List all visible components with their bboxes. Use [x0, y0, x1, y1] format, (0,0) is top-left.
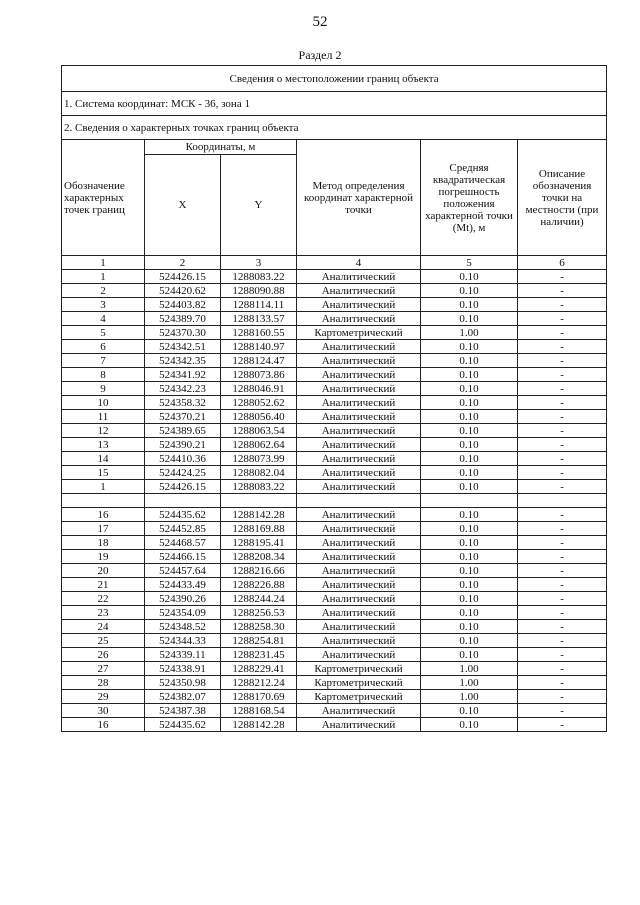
cell-y: 1288073.86 [221, 368, 297, 382]
cell-method: Аналитический [297, 522, 421, 536]
cell-point: 26 [62, 648, 145, 662]
cell-description: - [518, 536, 607, 550]
cell-error: 0.10 [421, 270, 518, 284]
cell-description: - [518, 424, 607, 438]
cell-x: 524350.98 [145, 676, 221, 690]
cell-method: Аналитический [297, 284, 421, 298]
cell-x: 524382.07 [145, 690, 221, 704]
cell-error: 0.10 [421, 354, 518, 368]
cell-y: 1288083.22 [221, 480, 297, 494]
cell-method: Аналитический [297, 480, 421, 494]
cell-method: Аналитический [297, 648, 421, 662]
cell-x: 524403.82 [145, 298, 221, 312]
page-number: 52 [312, 14, 328, 30]
table-row [62, 592, 607, 606]
table-row [62, 718, 607, 732]
cell-point: 2 [62, 284, 145, 298]
cell-method [297, 494, 421, 508]
cell-error: 0.10 [421, 648, 518, 662]
cell-description: - [518, 690, 607, 704]
cell-method: Аналитический [297, 508, 421, 522]
cell-error: 0.10 [421, 340, 518, 354]
cell-error: 0.10 [421, 438, 518, 452]
cell-error: 0.10 [421, 718, 518, 732]
table-row [62, 620, 607, 634]
cell-x: 524433.49 [145, 578, 221, 592]
cell-point: 8 [62, 368, 145, 382]
coordinate-system: 1. Система координат: МСК - 36, зона 1 [62, 92, 607, 116]
boundary-table [61, 65, 607, 732]
cell-error: 0.10 [421, 466, 518, 480]
cell-point: 20 [62, 564, 145, 578]
cell-description: - [518, 564, 607, 578]
cell-error: 0.10 [421, 396, 518, 410]
cell-x: 524466.15 [145, 550, 221, 564]
cell-error: 0.10 [421, 382, 518, 396]
cell-x: 524370.30 [145, 326, 221, 340]
table-row [62, 690, 607, 704]
cell-point: 6 [62, 340, 145, 354]
cell-x: 524426.15 [145, 480, 221, 494]
cell-x: 524420.62 [145, 284, 221, 298]
cell-error: 1.00 [421, 676, 518, 690]
cell-point: 14 [62, 452, 145, 466]
cell-error: 0.10 [421, 620, 518, 634]
table-row [62, 564, 607, 578]
cell-description: - [518, 718, 607, 732]
cell-point: 12 [62, 424, 145, 438]
cell-method: Картометрический [297, 690, 421, 704]
cell-y: 1288056.40 [221, 410, 297, 424]
cell-description: - [518, 382, 607, 396]
cell-error: 1.00 [421, 662, 518, 676]
cell-x: 524387.38 [145, 704, 221, 718]
cell-y: 1288063.54 [221, 424, 297, 438]
cell-description: - [518, 648, 607, 662]
cell-y: 1288212.24 [221, 676, 297, 690]
cell-y: 1288216.66 [221, 564, 297, 578]
cell-x: 524354.09 [145, 606, 221, 620]
table-row [62, 340, 607, 354]
cell-description: - [518, 354, 607, 368]
cell-method: Аналитический [297, 536, 421, 550]
cell-x: 524338.91 [145, 662, 221, 676]
cell-y: 1288231.45 [221, 648, 297, 662]
cell-error: 0.10 [421, 522, 518, 536]
cell-y: 1288258.30 [221, 620, 297, 634]
table-row [62, 606, 607, 620]
cell-y: 1288168.54 [221, 704, 297, 718]
cell-error: 0.10 [421, 564, 518, 578]
cell-point: 9 [62, 382, 145, 396]
cell-y: 1288124.47 [221, 354, 297, 368]
cell-description: - [518, 606, 607, 620]
table-row [62, 354, 607, 368]
table-row [62, 508, 607, 522]
table-row [62, 536, 607, 550]
cell-x: 524344.33 [145, 634, 221, 648]
cell-y [221, 494, 297, 508]
table-row [62, 368, 607, 382]
cell-method: Аналитический [297, 704, 421, 718]
cell-x [145, 494, 221, 508]
cell-description: - [518, 620, 607, 634]
table-row [62, 410, 607, 424]
cell-y: 1288229.41 [221, 662, 297, 676]
cell-method: Аналитический [297, 410, 421, 424]
table-row [62, 298, 607, 312]
cell-description: - [518, 270, 607, 284]
table-row [62, 382, 607, 396]
cell-method: Аналитический [297, 368, 421, 382]
cell-description: - [518, 508, 607, 522]
cell-description: - [518, 634, 607, 648]
cell-description: - [518, 522, 607, 536]
cell-description: - [518, 312, 607, 326]
col-number: 1 [62, 256, 145, 270]
cell-y: 1288082.04 [221, 466, 297, 480]
cell-point: 28 [62, 676, 145, 690]
table-row [62, 648, 607, 662]
table-row [62, 284, 607, 298]
cell-point [62, 494, 145, 508]
cell-error: 0.10 [421, 452, 518, 466]
header-x: X [145, 155, 221, 256]
cell-description: - [518, 466, 607, 480]
cell-x: 524342.51 [145, 340, 221, 354]
cell-error: 0.10 [421, 508, 518, 522]
cell-x: 524389.70 [145, 312, 221, 326]
cell-y: 1288208.34 [221, 550, 297, 564]
cell-point: 3 [62, 298, 145, 312]
table-row [62, 466, 607, 480]
cell-description: - [518, 550, 607, 564]
cell-point: 24 [62, 620, 145, 634]
cell-description: - [518, 676, 607, 690]
table-row [62, 662, 607, 676]
cell-description: - [518, 410, 607, 424]
cell-point: 29 [62, 690, 145, 704]
cell-method: Аналитический [297, 578, 421, 592]
table-row [62, 396, 607, 410]
cell-y: 1288046.91 [221, 382, 297, 396]
cell-x: 524342.35 [145, 354, 221, 368]
cell-x: 524339.11 [145, 648, 221, 662]
table-row-separator [62, 494, 607, 508]
points-section-title: 2. Сведения о характерных точках границ объекта [62, 116, 607, 140]
table-row [62, 634, 607, 648]
cell-description: - [518, 578, 607, 592]
cell-error: 0.10 [421, 424, 518, 438]
table-row [62, 270, 607, 284]
cell-method: Аналитический [297, 564, 421, 578]
cell-error: 0.10 [421, 312, 518, 326]
cell-description: - [518, 592, 607, 606]
cell-error: 0.10 [421, 634, 518, 648]
col-number: 6 [518, 256, 607, 270]
cell-point: 16 [62, 718, 145, 732]
cell-error: 0.10 [421, 578, 518, 592]
cell-method: Аналитический [297, 424, 421, 438]
table-row [62, 480, 607, 494]
cell-error: 0.10 [421, 704, 518, 718]
cell-description: - [518, 368, 607, 382]
cell-x: 524410.36 [145, 452, 221, 466]
cell-method: Аналитический [297, 340, 421, 354]
cell-error: 0.10 [421, 368, 518, 382]
cell-x: 524341.92 [145, 368, 221, 382]
cell-description: - [518, 298, 607, 312]
table-row [62, 312, 607, 326]
cell-description: - [518, 480, 607, 494]
cell-x: 524358.32 [145, 396, 221, 410]
cell-description: - [518, 704, 607, 718]
section-title: Раздел 2 [298, 48, 342, 62]
cell-x: 524426.15 [145, 270, 221, 284]
cell-y: 1288170.69 [221, 690, 297, 704]
cell-point: 18 [62, 536, 145, 550]
cell-method: Аналитический [297, 270, 421, 284]
cell-error: 0.10 [421, 480, 518, 494]
cell-x: 524390.26 [145, 592, 221, 606]
cell-x: 524348.52 [145, 620, 221, 634]
cell-point: 30 [62, 704, 145, 718]
cell-method: Аналитический [297, 466, 421, 480]
cell-point: 7 [62, 354, 145, 368]
cell-method: Картометрический [297, 662, 421, 676]
cell-point: 13 [62, 438, 145, 452]
cell-y: 1288142.28 [221, 508, 297, 522]
cell-x: 524390.21 [145, 438, 221, 452]
cell-point: 22 [62, 592, 145, 606]
cell-error: 0.10 [421, 550, 518, 564]
cell-point: 5 [62, 326, 145, 340]
cell-method: Аналитический [297, 718, 421, 732]
table-caption: Сведения о местоположении границ объекта [62, 66, 607, 92]
cell-error: 0.10 [421, 592, 518, 606]
cell-point: 1 [62, 270, 145, 284]
cell-y: 1288160.55 [221, 326, 297, 340]
cell-y: 1288133.57 [221, 312, 297, 326]
cell-error: 0.10 [421, 284, 518, 298]
cell-method: Аналитический [297, 298, 421, 312]
header-coords: Координаты, м [145, 140, 297, 155]
cell-y: 1288062.64 [221, 438, 297, 452]
table-row [62, 326, 607, 340]
cell-y: 1288114.11 [221, 298, 297, 312]
cell-description [518, 494, 607, 508]
cell-y: 1288052.62 [221, 396, 297, 410]
cell-y: 1288226.88 [221, 578, 297, 592]
cell-method: Аналитический [297, 438, 421, 452]
cell-error [421, 494, 518, 508]
cell-y: 1288073.99 [221, 452, 297, 466]
cell-y: 1288142.28 [221, 718, 297, 732]
table-row [62, 438, 607, 452]
header-point: Обозначение характерных точек границ [62, 140, 145, 256]
cell-description: - [518, 340, 607, 354]
table-row [62, 550, 607, 564]
cell-y: 1288090.88 [221, 284, 297, 298]
cell-error: 0.10 [421, 298, 518, 312]
cell-x: 524389.65 [145, 424, 221, 438]
cell-point: 4 [62, 312, 145, 326]
cell-method: Аналитический [297, 634, 421, 648]
col-number: 2 [145, 256, 221, 270]
cell-error: 1.00 [421, 690, 518, 704]
cell-point: 23 [62, 606, 145, 620]
cell-y: 1288169.88 [221, 522, 297, 536]
column-numbers-row [62, 256, 607, 270]
cell-x: 524370.21 [145, 410, 221, 424]
header-description: Описание обозначения точки на местности (при наличии) [518, 140, 607, 256]
cell-y: 1288254.81 [221, 634, 297, 648]
cell-point: 21 [62, 578, 145, 592]
cell-method: Аналитический [297, 592, 421, 606]
header-method: Метод определения координат характерной точки [297, 140, 421, 256]
table-row [62, 424, 607, 438]
cell-y: 1288083.22 [221, 270, 297, 284]
cell-method: Аналитический [297, 382, 421, 396]
col-number: 4 [297, 256, 421, 270]
cell-description: - [518, 662, 607, 676]
cell-point: 16 [62, 508, 145, 522]
cell-error: 1.00 [421, 326, 518, 340]
table-row [62, 578, 607, 592]
cell-point: 1 [62, 480, 145, 494]
cell-error: 0.10 [421, 536, 518, 550]
cell-point: 15 [62, 466, 145, 480]
cell-x: 524457.64 [145, 564, 221, 578]
cell-error: 0.10 [421, 606, 518, 620]
cell-method: Аналитический [297, 354, 421, 368]
table-row [62, 704, 607, 718]
table-row [62, 522, 607, 536]
cell-method: Картометрический [297, 676, 421, 690]
cell-description: - [518, 284, 607, 298]
cell-point: 11 [62, 410, 145, 424]
cell-description: - [518, 326, 607, 340]
cell-method: Аналитический [297, 606, 421, 620]
cell-point: 27 [62, 662, 145, 676]
col-number: 3 [221, 256, 297, 270]
table-row [62, 452, 607, 466]
cell-x: 524435.62 [145, 508, 221, 522]
cell-x: 524452.85 [145, 522, 221, 536]
cell-point: 17 [62, 522, 145, 536]
cell-y: 1288195.41 [221, 536, 297, 550]
cell-error: 0.10 [421, 410, 518, 424]
cell-x: 524424.25 [145, 466, 221, 480]
cell-description: - [518, 452, 607, 466]
cell-y: 1288140.97 [221, 340, 297, 354]
cell-description: - [518, 438, 607, 452]
col-number: 5 [421, 256, 518, 270]
cell-method: Аналитический [297, 620, 421, 634]
cell-y: 1288244.24 [221, 592, 297, 606]
cell-point: 25 [62, 634, 145, 648]
cell-y: 1288256.53 [221, 606, 297, 620]
table-row [62, 676, 607, 690]
cell-x: 524342.23 [145, 382, 221, 396]
cell-method: Аналитический [297, 312, 421, 326]
header-y: Y [221, 155, 297, 256]
cell-method: Аналитический [297, 550, 421, 564]
cell-description: - [518, 396, 607, 410]
cell-method: Картометрический [297, 326, 421, 340]
header-error: Средняя квадратическая погрешность положения характерной точки (Mt), м [421, 140, 518, 256]
cell-x: 524435.62 [145, 718, 221, 732]
cell-point: 10 [62, 396, 145, 410]
cell-x: 524468.57 [145, 536, 221, 550]
cell-point: 19 [62, 550, 145, 564]
cell-method: Аналитический [297, 396, 421, 410]
cell-method: Аналитический [297, 452, 421, 466]
